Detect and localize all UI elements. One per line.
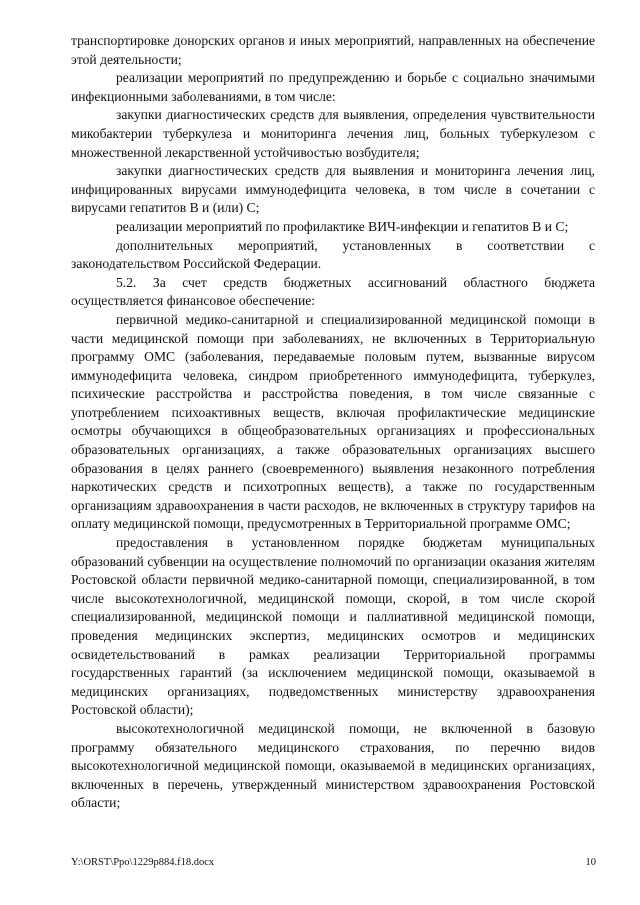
footer-file-path: Y:\ORST\Ppo\1229p884.f18.docx bbox=[71, 857, 215, 868]
paragraph-2: реализации мероприятий по предупреждению и борьбе с социально значимыми инфекционными заболеваниями, в том числе: bbox=[71, 70, 595, 104]
page-number: 10 bbox=[585, 857, 596, 868]
paragraph-8: первичной медико-санитарной и специализированной медицинской помощи в части медицинской помощи при заболеваниях, не включенных в Территориальную программу ОМС (заболевания, передаваемые половым путем, вызванные вирусом иммунодефицита человека, синдром приобретенного иммунодефицита, туберкулез, психические расстройства и расстройства поведения, в том числе связанные с употреблением психоактивных веществ, включая профилактические медицинские осмотры обучающихся в общеобразовательных организациях и профессиональных образовательных организациях, а также образовательных организациях высшего образования в целях раннего (своевременного) выявления незаконного потребления наркотических средств и психотропных веществ), а также по государственным организациям здравоохранения в части расходов, не включенных в структуру тарифов на оплату медицинской помощи, предусмотренных в Территориальной программе ОМС; bbox=[71, 311, 595, 532]
paragraph-1: транспортировке донорских органов и иных мероприятий, направленных на обеспечение этой деятельности; bbox=[71, 33, 595, 67]
paragraph-10: высокотехнологичной медицинской помощи, не включенной в базовую программу обязательного медицинского страхования, по перечню видов высокотехнологичной медицинской помощи, оказываемой в медицинских организациях, включенных в перечень, утвержденный министерством здравоохранения Ростовской области; bbox=[71, 720, 595, 811]
paragraph-7: 5.2. За счет средств бюджетных ассигнований областного бюджета осуществляется финансовое обеспечение: bbox=[71, 274, 595, 309]
paragraph-3: закупки диагностических средств для выявления, определения чувствительности микобактерии туберкулеза и мониторинга лечения лиц, больных туберкулезом с множественной лекарственной устойчивостью возбудителя; bbox=[71, 107, 595, 160]
page-footer bbox=[71, 857, 596, 868]
document-body bbox=[71, 32, 595, 813]
paragraph-4: закупки диагностических средств для выявления и мониторинга лечения лиц, инфицированных вирусами иммунодефицита человека, в том числе в сочетании с вирусами гепатитов В и (или) С; bbox=[71, 163, 595, 216]
paragraph-9: предоставления в установленном порядке бюджетам муниципальных образований субвенции на осуществление полномочий по организации оказания жителям Ростовской области первичной медико-санитарной помощи, специализированной, в том числе высокотехнологичной, медицинской помощи, скорой, в том числе скорой специализированной, медицинской помощи и паллиативной медицинской помощи, проведения медицинских экспертиз, медицинских осмотров и медицинских освидетельствований в рамках реализации Территориальной программы государственных гарантий (за исключением медицинской помощи, оказываемой в медицинских организациях, подведомственных министерству здравоохранения Ростовской области); bbox=[71, 535, 595, 718]
paragraph-6: дополнительных мероприятий, установленных в соответствии с законодательством Российской Федерации. bbox=[71, 237, 595, 272]
paragraph-5: реализации мероприятий по профилактике ВИЧ-инфекции и гепатитов В и С; bbox=[116, 218, 569, 234]
